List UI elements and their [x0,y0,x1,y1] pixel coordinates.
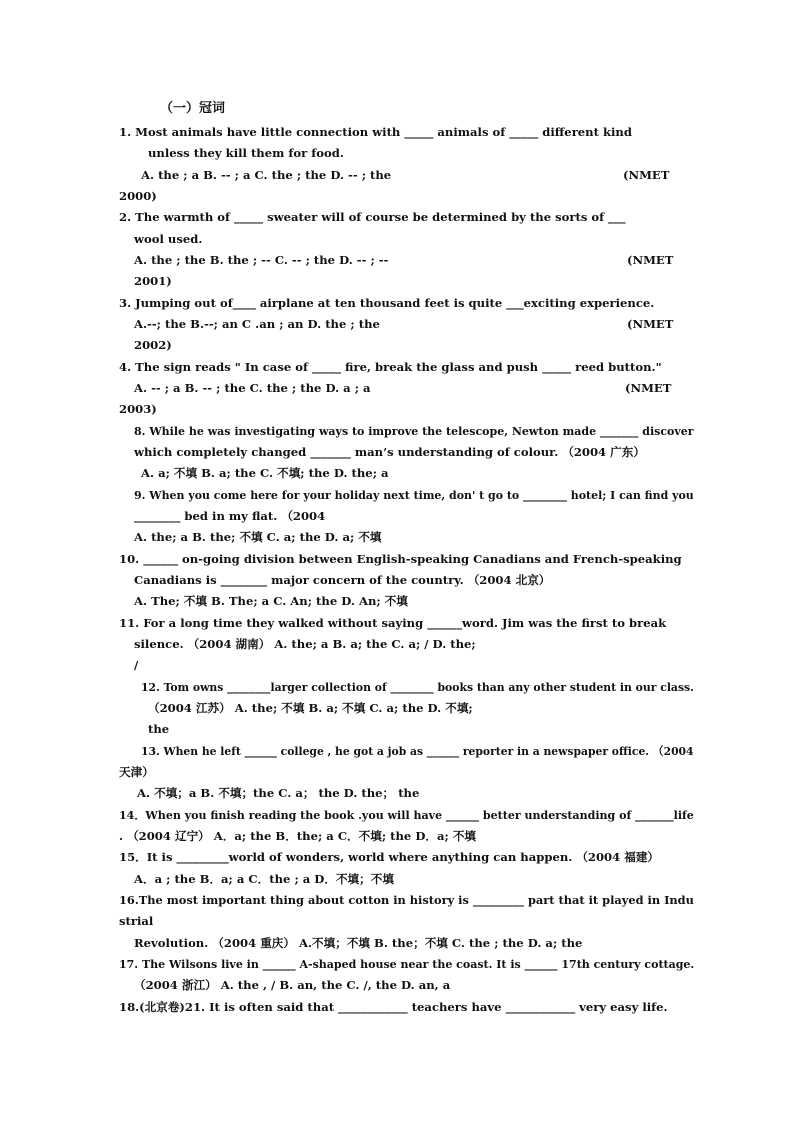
q16-line: strial [119,914,154,928]
q9-options: A. the; a B. the; 不填 C. a; the D. a; 不填 [134,530,382,544]
q12-line: the [148,722,170,736]
q2-line: wool used. [134,232,203,246]
q14-line: 14．When you finish reading the book .you will have ______ better understanding of _______life [119,808,694,822]
q2-line: 2. The warmth of _____ sweater will of course be determined by the sorts of ___ [119,210,626,224]
q1-source: 2000) [119,189,157,203]
q4-source: (NMET [625,381,672,395]
q4-options: A. -- ; a B. -- ; the C. the ; the D. a ; a [134,381,371,395]
q9-line: ________ bed in my flat. （2004 [134,509,326,523]
q16-line: Revolution. （2004 重庆） A.不填；不填 B. the；不填 C. the ; the D. a; the [134,936,583,950]
q3-source: 2002) [134,338,172,352]
q3-line: 3. Jumping out of____ airplane at ten thousand feet is quite ___exciting experience. [119,296,655,310]
q1-line: unless they kill them for food. [148,146,344,160]
q2-source: 2001) [134,274,172,288]
section-title: （一）冠词 [160,101,226,116]
q2-source: (NMET [627,253,674,267]
q15-options: A．a ; the B．a; a C．the ; a D．不填；不填 [134,872,394,886]
q3-options: A.--; the B.--; an C .an ; an D. the ; the [134,317,380,331]
q17-line: （2004 浙江） A. the , / B. an, the C. /, the D. an, a [134,978,451,992]
q13-options: A. 不填；a B. 不填；the C. a； the D. the； the [137,786,420,800]
q14-line: . （2004 辽宁） A．a; the B．the; a C．不填; the D．a; 不填 [119,829,477,843]
q11-line: 11. For a long time they walked without saying ______word. Jim was the first to break [119,616,667,630]
q10-options: A. The; 不填 B. The; a C. An; the D. An; 不填 [134,594,408,608]
q10-line: Canadians is ________ major concern of the country. （2004 北京） [134,573,551,587]
q13-line: 13. When he left ______ college , he got a job as ______ reporter in a newspaper office. （2004 [141,744,694,758]
q1-options: A. the ; a B. -- ; a C. the ; the D. -- ; the [141,168,392,182]
q13-line: 天津） [119,765,154,779]
q8-line: which completely changed _______ man’s understanding of colour. （2004 广东） [134,445,645,459]
q17-line: 17. The Wilsons live in ______ A-shaped house near the coast. It is ______ 17th century cottage. [119,957,695,971]
q12-line: （2004 江苏） A. the; 不填 B. a; 不填 C. a; the D. 不填; [148,701,473,715]
q18-line: 18.(北京卷)21. It is often said that ____________ teachers have ____________ very easy life. [119,1000,668,1014]
q9-line: 9. When you come here for your holiday next time, don' t go to ________ hotel; I can find you [134,488,694,502]
q8-line: 8. While he was investigating ways to improve the telescope, Newton made _______ discover [134,424,694,438]
q12-line: 12. Tom owns ________larger collection of ________ books than any other student in our class. [141,680,694,694]
q8-options: A. a; 不填 B. a; the C. 不填; the D. the; a [141,466,389,480]
q1-line: 1. Most animals have little connection with _____ animals of _____ different kind [119,125,632,139]
q15-line: 15．It is _________world of wonders, world where anything can happen. （2004 福建） [119,850,660,864]
q11-line: silence. （2004 湖南） A. the; a B. a; the C. a; / D. the; [134,637,476,651]
q1-source: (NMET [623,168,670,182]
q10-line: 10. ______ on-going division between English-speaking Canadians and French-speaking [119,552,682,566]
q16-line: 16.The most important thing about cotton in history is _________ part that it played in Indu [119,893,694,907]
q4-source: 2003) [119,402,157,416]
q3-source: (NMET [627,317,674,331]
q4-line: 4. The sign reads " In case of _____ fire, break the glass and push _____ reed button." [119,360,662,374]
q11-line: / [134,658,139,672]
q2-options: A. the ; the B. the ; -- C. -- ; the D. -- ; -- [134,253,389,267]
